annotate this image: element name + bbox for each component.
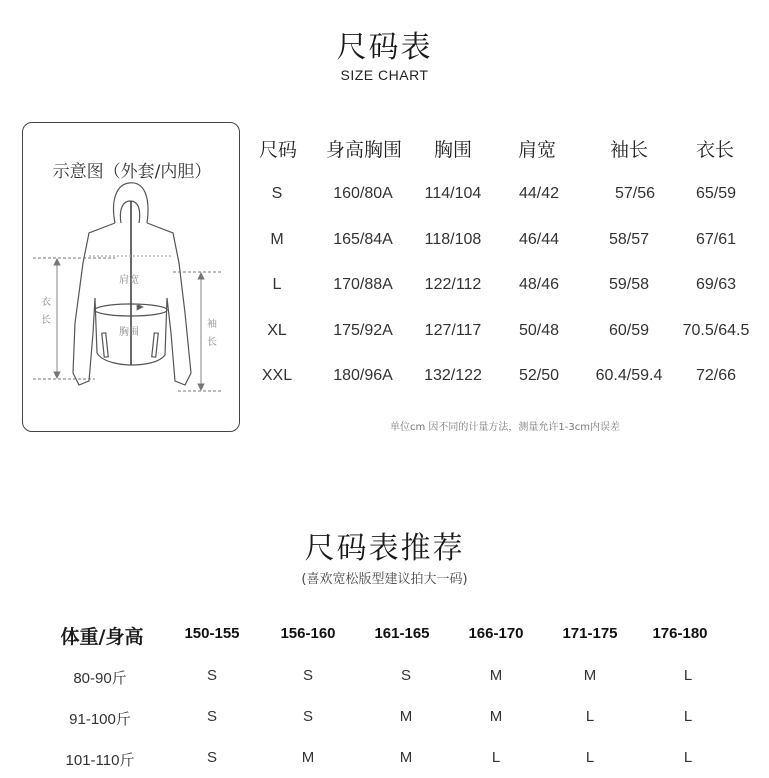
jacket-outline-icon (23, 123, 241, 433)
rec-header-col: 150-155 (184, 625, 240, 642)
rec-cell: M (489, 708, 503, 725)
cell-sleeve: 59/58 (608, 276, 650, 293)
rec-cell: S (206, 749, 217, 766)
rec-header-col: 166-170 (468, 625, 524, 642)
rec-cell: L (683, 667, 693, 684)
page-subtitle: SIZE CHART (340, 67, 429, 83)
shoulder-label: 肩宽 (119, 275, 139, 286)
cell-height-chest: 180/96A (333, 367, 393, 384)
cell-size: XXL (261, 367, 293, 384)
rec-cell: M (301, 749, 315, 766)
rec-cell: S (400, 667, 411, 684)
rec-header-col: 171-175 (562, 625, 618, 642)
cell-size: S (271, 185, 283, 202)
rec-cell: M (489, 667, 503, 684)
cell-shoulder: 52/50 (518, 367, 560, 384)
cell-length: 65/59 (695, 185, 737, 202)
body-length-label-1: 衣 (41, 297, 51, 308)
col-header-length: 衣长 (695, 139, 734, 161)
cell-sleeve: 57/56 (614, 185, 656, 202)
rec-header-col: 161-165 (374, 625, 430, 642)
rec-header-col: 156-160 (280, 625, 336, 642)
rec-cell: M (583, 667, 597, 684)
rec-cell: L (683, 708, 693, 725)
rec-cell: L (585, 749, 595, 766)
cell-length: 69/63 (695, 276, 737, 293)
cell-size: XL (267, 322, 287, 339)
cell-chest: 127/117 (424, 322, 482, 339)
rec-cell: S (302, 708, 313, 725)
rec-cell: S (206, 667, 217, 684)
sleeve-label-2: 长 (207, 337, 217, 348)
col-header-sleeve: 袖长 (609, 139, 648, 161)
cell-sleeve: 60.4/59.4 (595, 367, 663, 384)
cell-sleeve: 58/57 (608, 231, 650, 248)
rec-cell: L (491, 749, 501, 766)
cell-chest: 122/112 (424, 276, 482, 293)
cell-height-chest: 170/88A (333, 276, 393, 293)
recommendation-title: 尺码表推荐 (304, 531, 465, 566)
rec-cell: M (399, 749, 413, 766)
col-header-shoulder: 肩宽 (517, 139, 556, 161)
cell-length: 70.5/64.5 (682, 322, 750, 339)
rec-cell: M (399, 708, 413, 725)
rec-cell: L (585, 708, 595, 725)
rec-header-weight-height: 体重/身高 (60, 626, 144, 648)
rec-cell: L (683, 749, 693, 766)
sleeve-label-1: 袖 (207, 319, 217, 330)
cell-sleeve: 60/59 (608, 322, 650, 339)
cell-height-chest: 160/80A (333, 185, 393, 202)
cell-chest: 118/108 (424, 231, 482, 248)
cell-length: 67/61 (695, 231, 737, 248)
rec-cell: S (302, 667, 313, 684)
chest-label: 胸围 (119, 327, 139, 338)
rec-row-weight: 91-100斤 (69, 711, 131, 728)
cell-length: 72/66 (695, 367, 737, 384)
col-header-size: 尺码 (258, 139, 297, 161)
rec-cell: S (206, 708, 217, 725)
cell-shoulder: 44/42 (518, 185, 560, 202)
cell-height-chest: 175/92A (333, 322, 393, 339)
col-header-chest: 胸围 (433, 139, 472, 161)
measurement-note: 单位cm 因不同的计量方法，测量允许1-3cm内误差 (390, 422, 620, 433)
page-title: 尺码表 (336, 30, 433, 65)
body-length-label-2: 长 (41, 315, 51, 326)
cell-size: M (270, 231, 284, 248)
rec-row-weight: 101-110斤 (65, 752, 135, 769)
diagram-title: 示意图（外套/内胆） (52, 162, 212, 182)
cell-chest: 132/122 (424, 367, 482, 384)
cell-height-chest: 165/84A (333, 231, 393, 248)
cell-shoulder: 48/46 (518, 276, 560, 293)
rec-row-weight: 80-90斤 (73, 670, 127, 687)
rec-header-col: 176-180 (652, 625, 708, 642)
cell-chest: 114/104 (424, 185, 482, 202)
recommendation-subtitle: (喜欢宽松版型建议拍大一码) (301, 572, 468, 587)
cell-shoulder: 46/44 (518, 231, 560, 248)
cell-shoulder: 50/48 (518, 322, 560, 339)
cell-size: L (272, 276, 282, 293)
col-header-height-chest: 身高胸围 (325, 139, 402, 161)
jacket-diagram-panel (22, 122, 240, 432)
